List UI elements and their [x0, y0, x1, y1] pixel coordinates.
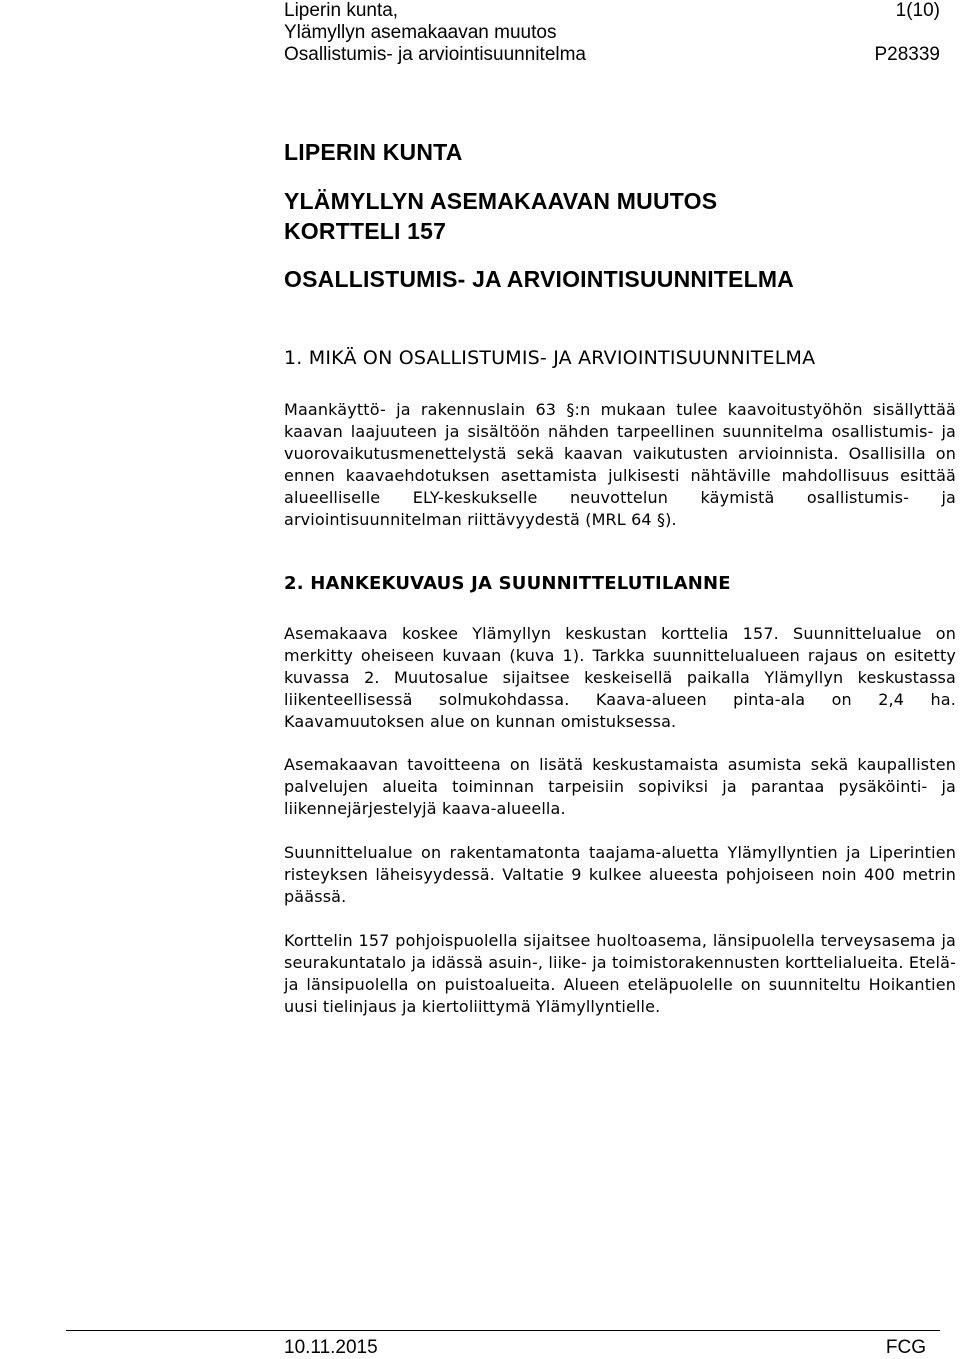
title-block-number: KORTTELI 157 [284, 218, 447, 244]
header-municipality: Liperin kunta, [284, 0, 399, 21]
section-1-heading: 1. MIKÄ ON OSALLISTUMIS- JA ARVIOINTISUUNNITELMA [284, 347, 816, 369]
section-2-heading: 2. HANKEKUVAUS JA SUUNNITTELUTILANNE [284, 573, 731, 594]
project-number: P28339 [874, 44, 940, 65]
header-row-2 [284, 22, 940, 44]
footer-divider [66, 1330, 940, 1331]
page-header [284, 0, 940, 66]
footer-company: FCG [885, 1337, 926, 1358]
header-document-type: Osallistumis- ja arviointisuunnitelma [284, 44, 586, 65]
section-2-paragraph-1: Asemakaava koskee Ylämyllyn keskustan korttelia 157. Suunnittelualue on merkitty oheiseen kuvaan (kuva 1). Tarkka suunnittelualueen rajaus on esitetty kuvassa 2. Muutosalue sijaitsee keskeisellä paikalla Ylämyllyn keskustassa liikenteellisessä solmukohdassa. Kaava-alueen pinta-ala on 2,4 ha. Kaavamuutoksen alue on kunnan omistuksessa. [284, 624, 956, 731]
title-plan: YLÄMYLLYN ASEMAKAAVAN MUUTOS [284, 188, 718, 214]
footer-date: 10.11.2015 [284, 1337, 378, 1358]
section-1-paragraph: Maankäyttö- ja rakennuslain 63 §:n mukaan tulee kaavoitustyöhön sisällyttää kaavan laajuuteen ja sisältöön nähden tarpeellinen suunnitelma osallistumis- ja vuorovaikutusmenettelystä sekä kaavan vaikutusten arvioinnista. Osallisilla on ennen kaavaehdotuksen asettamista julkisesti nähtäville mahdollisuus esittää alueelliselle ELY-keskukselle neuvottelun käymistä osallistumis- ja arviointisuunnitelman riittävyydestä (MRL 64 §). [284, 400, 956, 529]
header-project: Ylämyllyn asemakaavan muutos [284, 22, 557, 43]
page-number: 1(10) [895, 0, 940, 21]
header-row-1 [284, 0, 940, 22]
title-municipality: LIPERIN KUNTA [284, 139, 463, 165]
title-document: OSALLISTUMIS- JA ARVIOINTISUUNNITELMA [284, 266, 794, 292]
page-footer [284, 1337, 926, 1359]
section-2-paragraph-3: Suunnittelualue on rakentamatonta taajama-aluetta Ylämyllyntien ja Liperintien risteyksen läheisyydessä. Valtatie 9 kulkee alueesta pohjoiseen noin 400 metrin päässä. [284, 843, 956, 906]
section-2-paragraph-2: Asemakaavan tavoitteena on lisätä keskustamaista asumista sekä kaupallisten palvelujen alueita toiminnan tarpeisiin sopiviksi ja parantaa pysäköinti- ja liikennejärjestelyjä kaava-alueella. [284, 755, 956, 818]
section-2-paragraph-4: Korttelin 157 pohjoispuolella sijaitsee huoltoasema, länsipuolella terveysasema ja seurakuntatalo ja idässä asuin-, liike- ja toimistorakennusten korttelialueita. Etelä- ja länsipuolella on puistoalueita. Alueen eteläpuolelle on suunniteltu Hoikantien uusi tielinjaus ja kiertoliittymä Ylämyllyntielle. [284, 931, 956, 1016]
header-row-3 [284, 44, 940, 66]
